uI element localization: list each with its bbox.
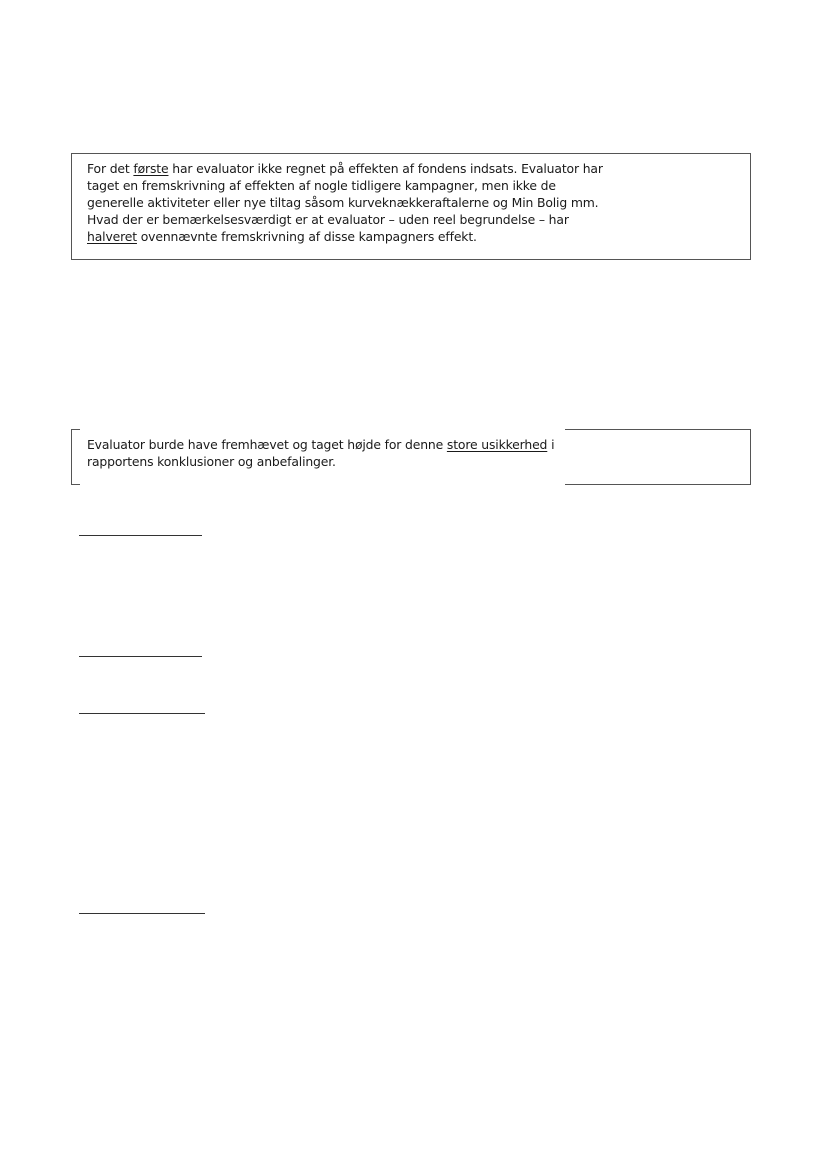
quote-box-second bbox=[71, 429, 751, 485]
quote-line: generelle aktiviteter eller nye tiltag såsom kurveknækkeraftalerne og Min Bolig mm. bbox=[87, 195, 599, 210]
quote-box-first bbox=[71, 153, 751, 260]
footnote-separator-rule bbox=[79, 913, 205, 914]
quote-line: rapportens konklusioner og anbefalinger. bbox=[87, 454, 336, 469]
quote-line bbox=[87, 160, 603, 177]
underlined-word: første bbox=[133, 161, 169, 176]
quote-line bbox=[87, 436, 554, 453]
quote-line: Hvad der er bemærkelsesværdigt er at evaluator – uden reel begrundelse – har bbox=[87, 212, 569, 227]
text-segment: ovennævnte fremskrivning af disse kampagners effekt. bbox=[136, 229, 477, 244]
quote-text-first bbox=[87, 160, 603, 245]
text-segment: Evaluator burde have fremhævet og taget højde for denne bbox=[87, 437, 447, 452]
underlined-word: store usikkerhed bbox=[446, 437, 548, 452]
quote-text-second bbox=[87, 436, 554, 470]
text-segment: har evaluator ikke regnet på effekten af fondens indsats. Evaluator har bbox=[168, 161, 603, 176]
quote-line: taget en fremskrivning af effekten af nogle tidligere kampagner, men ikke de bbox=[87, 178, 556, 193]
footnote-separator-rule bbox=[79, 656, 202, 657]
quote-line bbox=[87, 228, 603, 245]
text-segment: For det bbox=[87, 161, 134, 176]
footnote-separator-rule bbox=[79, 713, 205, 714]
footnote-separator-rule bbox=[79, 535, 202, 536]
text-segment: i bbox=[547, 437, 555, 452]
underlined-word: halveret bbox=[87, 229, 137, 244]
